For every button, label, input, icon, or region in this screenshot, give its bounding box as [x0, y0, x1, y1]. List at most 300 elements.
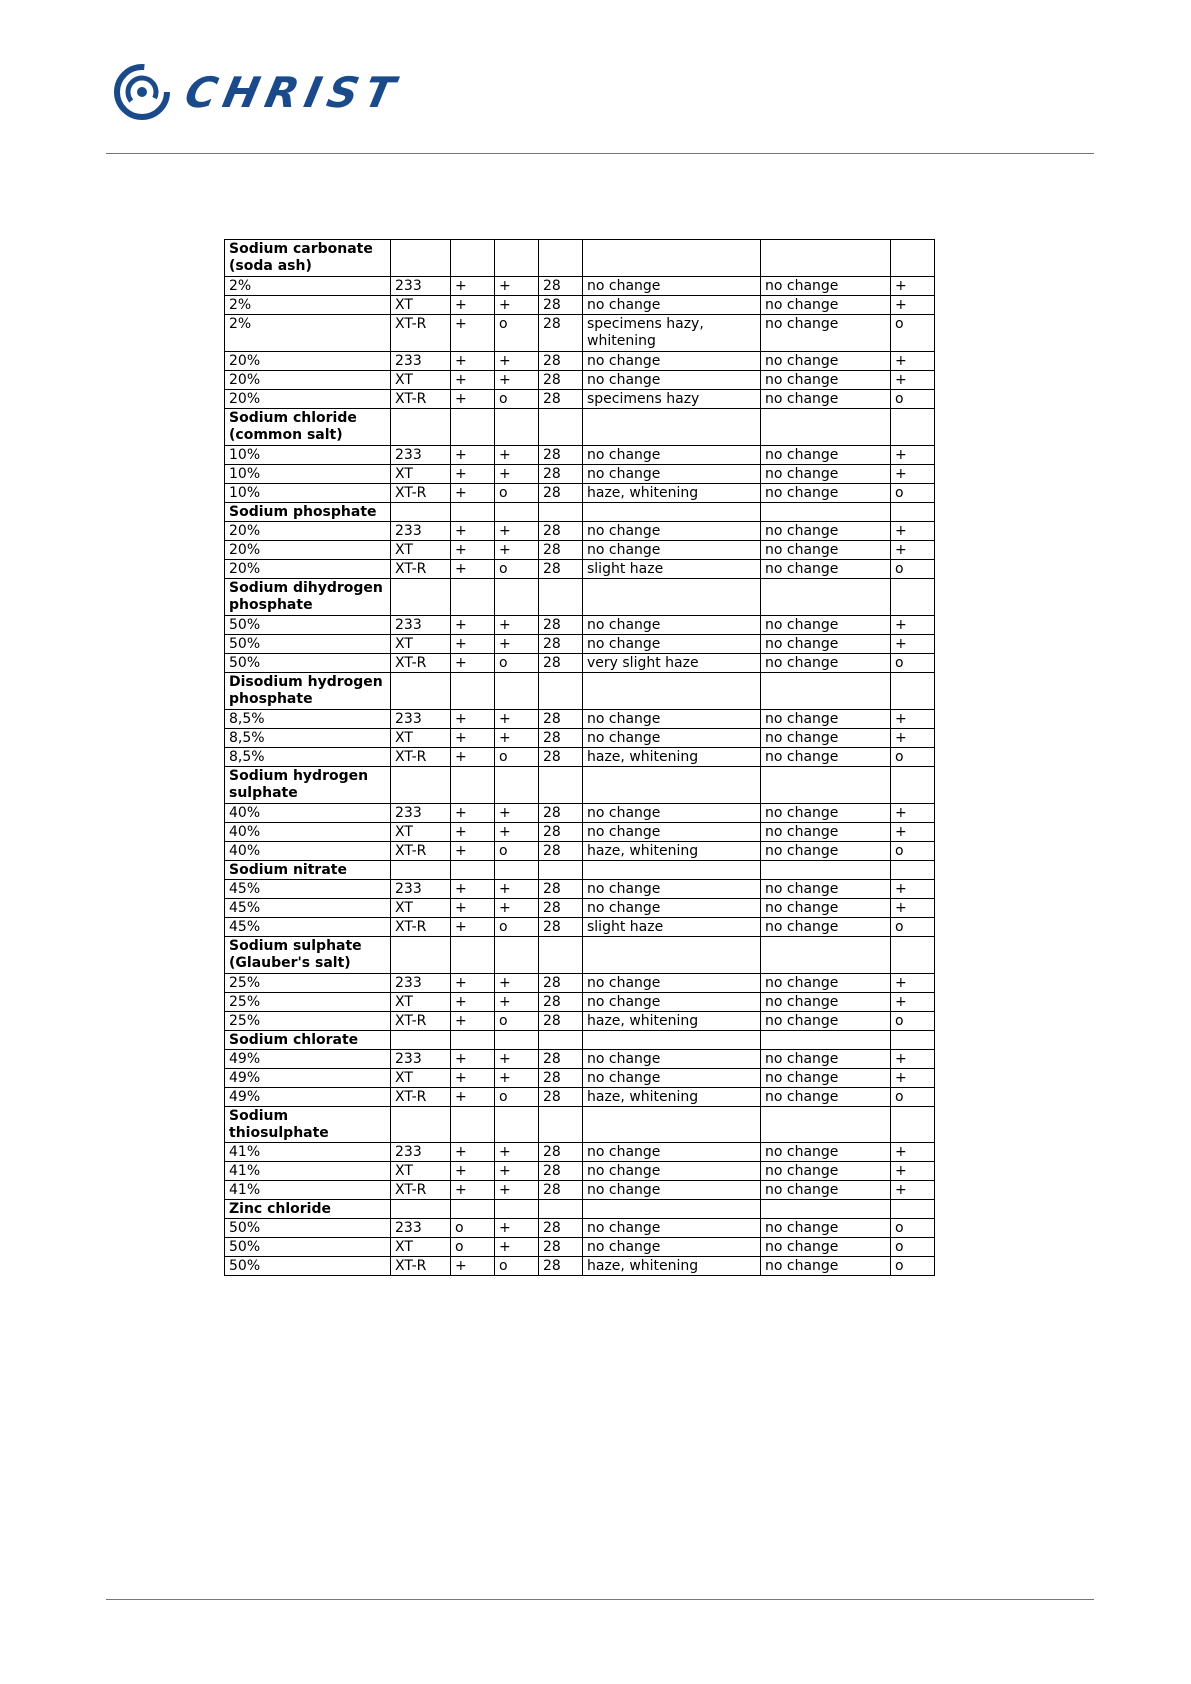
overall-rating-cell: o: [891, 842, 935, 861]
rating-a-cell: +: [451, 974, 495, 993]
material-cell: 233: [391, 1050, 451, 1069]
concentration-cell: 40%: [225, 804, 391, 823]
overall-rating-cell: o: [891, 918, 935, 937]
material-cell: XT-R: [391, 1012, 451, 1031]
empty-cell: [539, 937, 583, 974]
overall-rating-cell: +: [891, 804, 935, 823]
overall-rating-cell: +: [891, 1069, 935, 1088]
table-row: [225, 804, 935, 823]
substance-header-row: [225, 579, 935, 616]
days-cell: 28: [539, 560, 583, 579]
material-cell: 233: [391, 804, 451, 823]
material-cell: 233: [391, 352, 451, 371]
empty-cell: [451, 1200, 495, 1219]
material-cell: 233: [391, 1143, 451, 1162]
rating-a-cell: +: [451, 1257, 495, 1276]
observation-a-cell: slight haze: [583, 560, 761, 579]
days-cell: 28: [539, 484, 583, 503]
days-cell: 28: [539, 880, 583, 899]
observation-a-cell: no change: [583, 880, 761, 899]
empty-cell: [583, 503, 761, 522]
table-row: [225, 1257, 935, 1276]
empty-cell: [761, 409, 891, 446]
empty-cell: [391, 937, 451, 974]
observation-b-cell: no change: [761, 522, 891, 541]
rating-a-cell: +: [451, 1162, 495, 1181]
observation-a-cell: no change: [583, 616, 761, 635]
table-row: [225, 823, 935, 842]
observation-b-cell: no change: [761, 918, 891, 937]
empty-cell: [391, 579, 451, 616]
material-cell: XT-R: [391, 390, 451, 409]
overall-rating-cell: o: [891, 1238, 935, 1257]
observation-b-cell: no change: [761, 1050, 891, 1069]
material-cell: XT: [391, 1162, 451, 1181]
empty-cell: [761, 1031, 891, 1050]
rating-b-cell: +: [495, 371, 539, 390]
empty-cell: [451, 673, 495, 710]
rating-a-cell: +: [451, 296, 495, 315]
material-cell: XT: [391, 993, 451, 1012]
rating-b-cell: +: [495, 1219, 539, 1238]
concentration-cell: 41%: [225, 1143, 391, 1162]
table-row: [225, 390, 935, 409]
empty-cell: [891, 1031, 935, 1050]
rating-b-cell: +: [495, 635, 539, 654]
observation-b-cell: no change: [761, 541, 891, 560]
table-row: [225, 1238, 935, 1257]
observation-b-cell: no change: [761, 1219, 891, 1238]
rating-a-cell: +: [451, 918, 495, 937]
empty-cell: [761, 861, 891, 880]
empty-cell: [451, 767, 495, 804]
overall-rating-cell: +: [891, 729, 935, 748]
rating-a-cell: +: [451, 352, 495, 371]
table-row: [225, 1012, 935, 1031]
observation-a-cell: no change: [583, 522, 761, 541]
days-cell: 28: [539, 616, 583, 635]
empty-cell: [539, 1031, 583, 1050]
logo-wordmark: CHRIST: [180, 67, 407, 117]
rating-b-cell: +: [495, 1143, 539, 1162]
overall-rating-cell: o: [891, 1257, 935, 1276]
observation-b-cell: no change: [761, 371, 891, 390]
rating-b-cell: +: [495, 1181, 539, 1200]
rating-b-cell: o: [495, 842, 539, 861]
substance-name: Sodium carbonate (soda ash): [225, 240, 391, 277]
material-cell: 233: [391, 522, 451, 541]
days-cell: 28: [539, 1257, 583, 1276]
observation-a-cell: no change: [583, 371, 761, 390]
observation-b-cell: no change: [761, 710, 891, 729]
concentration-cell: 49%: [225, 1088, 391, 1107]
material-cell: XT: [391, 541, 451, 560]
observation-b-cell: no change: [761, 635, 891, 654]
observation-b-cell: no change: [761, 880, 891, 899]
table-row: [225, 1162, 935, 1181]
empty-cell: [495, 767, 539, 804]
overall-rating-cell: +: [891, 974, 935, 993]
observation-b-cell: no change: [761, 823, 891, 842]
rating-b-cell: +: [495, 616, 539, 635]
empty-cell: [583, 579, 761, 616]
empty-cell: [539, 673, 583, 710]
concentration-cell: 25%: [225, 974, 391, 993]
table-row: [225, 1181, 935, 1200]
concentration-cell: 20%: [225, 522, 391, 541]
observation-a-cell: very slight haze: [583, 654, 761, 673]
rating-a-cell: +: [451, 390, 495, 409]
material-cell: XT-R: [391, 1257, 451, 1276]
days-cell: 28: [539, 522, 583, 541]
rating-b-cell: o: [495, 1088, 539, 1107]
chemical-resistance-table: [224, 239, 935, 1276]
substance-header-row: [225, 861, 935, 880]
material-cell: XT: [391, 729, 451, 748]
observation-a-cell: no change: [583, 804, 761, 823]
rating-a-cell: +: [451, 1143, 495, 1162]
table-row: [225, 1050, 935, 1069]
observation-b-cell: no change: [761, 1162, 891, 1181]
rating-b-cell: +: [495, 729, 539, 748]
empty-cell: [583, 937, 761, 974]
observation-a-cell: haze, whitening: [583, 748, 761, 767]
rating-b-cell: +: [495, 1238, 539, 1257]
table-row: [225, 296, 935, 315]
rating-b-cell: +: [495, 804, 539, 823]
rating-a-cell: +: [451, 635, 495, 654]
concentration-cell: 25%: [225, 993, 391, 1012]
table-row: [225, 1069, 935, 1088]
empty-cell: [539, 503, 583, 522]
observation-a-cell: no change: [583, 635, 761, 654]
rating-b-cell: o: [495, 315, 539, 352]
days-cell: 28: [539, 1181, 583, 1200]
table-row: [225, 371, 935, 390]
material-cell: XT-R: [391, 560, 451, 579]
material-cell: XT: [391, 1069, 451, 1088]
empty-cell: [761, 240, 891, 277]
empty-cell: [451, 409, 495, 446]
rating-b-cell: o: [495, 1257, 539, 1276]
material-cell: XT-R: [391, 842, 451, 861]
observation-b-cell: no change: [761, 1088, 891, 1107]
concentration-cell: 8,5%: [225, 710, 391, 729]
substance-header-row: [225, 673, 935, 710]
material-cell: 233: [391, 277, 451, 296]
substance-name: Sodium chlorate: [225, 1031, 391, 1050]
rating-a-cell: o: [451, 1219, 495, 1238]
empty-cell: [891, 579, 935, 616]
material-cell: XT: [391, 635, 451, 654]
rating-b-cell: o: [495, 390, 539, 409]
empty-cell: [583, 240, 761, 277]
concentration-cell: 20%: [225, 541, 391, 560]
empty-cell: [761, 1107, 891, 1143]
empty-cell: [495, 503, 539, 522]
table-row: [225, 1088, 935, 1107]
rating-a-cell: +: [451, 1069, 495, 1088]
table-row: [225, 710, 935, 729]
empty-cell: [539, 861, 583, 880]
empty-cell: [891, 1107, 935, 1143]
observation-b-cell: no change: [761, 465, 891, 484]
observation-a-cell: no change: [583, 352, 761, 371]
rating-b-cell: +: [495, 710, 539, 729]
rating-b-cell: +: [495, 1050, 539, 1069]
substance-name: Sodium nitrate: [225, 861, 391, 880]
observation-a-cell: no change: [583, 465, 761, 484]
table-row: [225, 1219, 935, 1238]
substance-header-row: [225, 409, 935, 446]
observation-b-cell: no change: [761, 748, 891, 767]
observation-a-cell: specimens hazy: [583, 390, 761, 409]
empty-cell: [391, 673, 451, 710]
days-cell: 28: [539, 729, 583, 748]
table-row: [225, 918, 935, 937]
observation-a-cell: no change: [583, 993, 761, 1012]
observation-b-cell: no change: [761, 390, 891, 409]
concentration-cell: 49%: [225, 1069, 391, 1088]
table-row: [225, 315, 935, 352]
empty-cell: [583, 767, 761, 804]
concentration-cell: 20%: [225, 390, 391, 409]
concentration-cell: 49%: [225, 1050, 391, 1069]
observation-b-cell: no change: [761, 1257, 891, 1276]
overall-rating-cell: o: [891, 390, 935, 409]
empty-cell: [391, 1031, 451, 1050]
concentration-cell: 50%: [225, 654, 391, 673]
days-cell: 28: [539, 1238, 583, 1257]
days-cell: 28: [539, 918, 583, 937]
overall-rating-cell: o: [891, 1219, 935, 1238]
substance-name: Sodium sulphate (Glauber's salt): [225, 937, 391, 974]
observation-a-cell: no change: [583, 296, 761, 315]
concentration-cell: 10%: [225, 446, 391, 465]
days-cell: 28: [539, 315, 583, 352]
material-cell: XT: [391, 296, 451, 315]
material-cell: XT-R: [391, 748, 451, 767]
empty-cell: [391, 767, 451, 804]
concentration-cell: 10%: [225, 484, 391, 503]
concentration-cell: 45%: [225, 880, 391, 899]
concentration-cell: 20%: [225, 560, 391, 579]
table-row: [225, 974, 935, 993]
observation-a-cell: haze, whitening: [583, 1012, 761, 1031]
observation-a-cell: slight haze: [583, 918, 761, 937]
observation-a-cell: haze, whitening: [583, 1257, 761, 1276]
overall-rating-cell: +: [891, 616, 935, 635]
observation-a-cell: no change: [583, 974, 761, 993]
concentration-cell: 45%: [225, 899, 391, 918]
empty-cell: [761, 767, 891, 804]
overall-rating-cell: +: [891, 993, 935, 1012]
material-cell: XT-R: [391, 654, 451, 673]
rating-a-cell: +: [451, 541, 495, 560]
empty-cell: [495, 1200, 539, 1219]
header-divider: [106, 153, 1094, 154]
observation-a-cell: no change: [583, 1069, 761, 1088]
substance-header-row: [225, 937, 935, 974]
days-cell: 28: [539, 352, 583, 371]
empty-cell: [495, 240, 539, 277]
concentration-cell: 10%: [225, 465, 391, 484]
substance-header-row: [225, 1031, 935, 1050]
rating-b-cell: o: [495, 484, 539, 503]
table-row: [225, 1143, 935, 1162]
empty-cell: [761, 1200, 891, 1219]
empty-cell: [495, 937, 539, 974]
observation-a-cell: no change: [583, 541, 761, 560]
empty-cell: [583, 1200, 761, 1219]
rating-b-cell: +: [495, 465, 539, 484]
empty-cell: [451, 861, 495, 880]
overall-rating-cell: +: [891, 296, 935, 315]
empty-cell: [495, 1107, 539, 1143]
observation-a-cell: no change: [583, 1050, 761, 1069]
concentration-cell: 2%: [225, 277, 391, 296]
overall-rating-cell: +: [891, 352, 935, 371]
material-cell: XT: [391, 465, 451, 484]
observation-a-cell: no change: [583, 823, 761, 842]
overall-rating-cell: +: [891, 1181, 935, 1200]
days-cell: 28: [539, 823, 583, 842]
material-cell: XT: [391, 1238, 451, 1257]
table-row: [225, 522, 935, 541]
empty-cell: [583, 409, 761, 446]
overall-rating-cell: +: [891, 635, 935, 654]
empty-cell: [891, 409, 935, 446]
rating-b-cell: o: [495, 918, 539, 937]
empty-cell: [539, 240, 583, 277]
substance-name: Sodium hydrogen sulphate: [225, 767, 391, 804]
days-cell: 28: [539, 1219, 583, 1238]
days-cell: 28: [539, 541, 583, 560]
rating-a-cell: +: [451, 823, 495, 842]
table-row: [225, 899, 935, 918]
substance-header-row: [225, 1200, 935, 1219]
rating-b-cell: +: [495, 296, 539, 315]
empty-cell: [495, 579, 539, 616]
rating-a-cell: +: [451, 1050, 495, 1069]
material-cell: 233: [391, 446, 451, 465]
overall-rating-cell: +: [891, 446, 935, 465]
days-cell: 28: [539, 1162, 583, 1181]
rating-a-cell: +: [451, 277, 495, 296]
overall-rating-cell: +: [891, 1050, 935, 1069]
observation-a-cell: haze, whitening: [583, 842, 761, 861]
rating-a-cell: +: [451, 315, 495, 352]
observation-a-cell: no change: [583, 1238, 761, 1257]
table-row: [225, 465, 935, 484]
observation-b-cell: no change: [761, 1143, 891, 1162]
rating-b-cell: +: [495, 1162, 539, 1181]
observation-a-cell: specimens hazy, whitening: [583, 315, 761, 352]
concentration-cell: 41%: [225, 1181, 391, 1200]
days-cell: 28: [539, 842, 583, 861]
rating-a-cell: +: [451, 899, 495, 918]
observation-b-cell: no change: [761, 842, 891, 861]
table-row: [225, 842, 935, 861]
concentration-cell: 41%: [225, 1162, 391, 1181]
days-cell: 28: [539, 635, 583, 654]
overall-rating-cell: +: [891, 465, 935, 484]
rating-a-cell: +: [451, 880, 495, 899]
empty-cell: [451, 240, 495, 277]
table-row: [225, 352, 935, 371]
concentration-cell: 8,5%: [225, 748, 391, 767]
rating-b-cell: +: [495, 446, 539, 465]
substance-header-row: [225, 240, 935, 277]
observation-b-cell: no change: [761, 446, 891, 465]
material-cell: XT-R: [391, 1181, 451, 1200]
concentration-cell: 25%: [225, 1012, 391, 1031]
swirl-logo-icon: [112, 62, 172, 122]
table-row: [225, 654, 935, 673]
days-cell: 28: [539, 974, 583, 993]
concentration-cell: 20%: [225, 352, 391, 371]
empty-cell: [495, 409, 539, 446]
empty-cell: [451, 579, 495, 616]
brand-logo: [112, 60, 407, 124]
observation-a-cell: no change: [583, 729, 761, 748]
days-cell: 28: [539, 465, 583, 484]
rating-a-cell: +: [451, 1088, 495, 1107]
rating-a-cell: +: [451, 484, 495, 503]
rating-b-cell: +: [495, 522, 539, 541]
rating-b-cell: +: [495, 993, 539, 1012]
rating-a-cell: +: [451, 522, 495, 541]
rating-b-cell: +: [495, 899, 539, 918]
overall-rating-cell: o: [891, 748, 935, 767]
empty-cell: [761, 579, 891, 616]
days-cell: 28: [539, 1143, 583, 1162]
empty-cell: [891, 861, 935, 880]
substance-header-row: [225, 503, 935, 522]
empty-cell: [451, 503, 495, 522]
observation-a-cell: no change: [583, 710, 761, 729]
substance-name: Sodium dihydrogen phosphate: [225, 579, 391, 616]
empty-cell: [391, 503, 451, 522]
table-row: [225, 880, 935, 899]
material-cell: XT: [391, 899, 451, 918]
observation-b-cell: no change: [761, 993, 891, 1012]
rating-b-cell: o: [495, 1012, 539, 1031]
empty-cell: [583, 673, 761, 710]
empty-cell: [391, 409, 451, 446]
overall-rating-cell: +: [891, 823, 935, 842]
rating-a-cell: +: [451, 371, 495, 390]
observation-b-cell: no change: [761, 315, 891, 352]
rating-a-cell: +: [451, 748, 495, 767]
empty-cell: [451, 1031, 495, 1050]
observation-b-cell: no change: [761, 899, 891, 918]
rating-a-cell: +: [451, 465, 495, 484]
rating-a-cell: +: [451, 1181, 495, 1200]
rating-a-cell: +: [451, 710, 495, 729]
table-row: [225, 277, 935, 296]
material-cell: XT-R: [391, 918, 451, 937]
days-cell: 28: [539, 1069, 583, 1088]
days-cell: 28: [539, 1088, 583, 1107]
days-cell: 28: [539, 446, 583, 465]
observation-b-cell: no change: [761, 1069, 891, 1088]
days-cell: 28: [539, 1012, 583, 1031]
observation-b-cell: no change: [761, 296, 891, 315]
concentration-cell: 50%: [225, 635, 391, 654]
observation-b-cell: no change: [761, 654, 891, 673]
empty-cell: [583, 1107, 761, 1143]
